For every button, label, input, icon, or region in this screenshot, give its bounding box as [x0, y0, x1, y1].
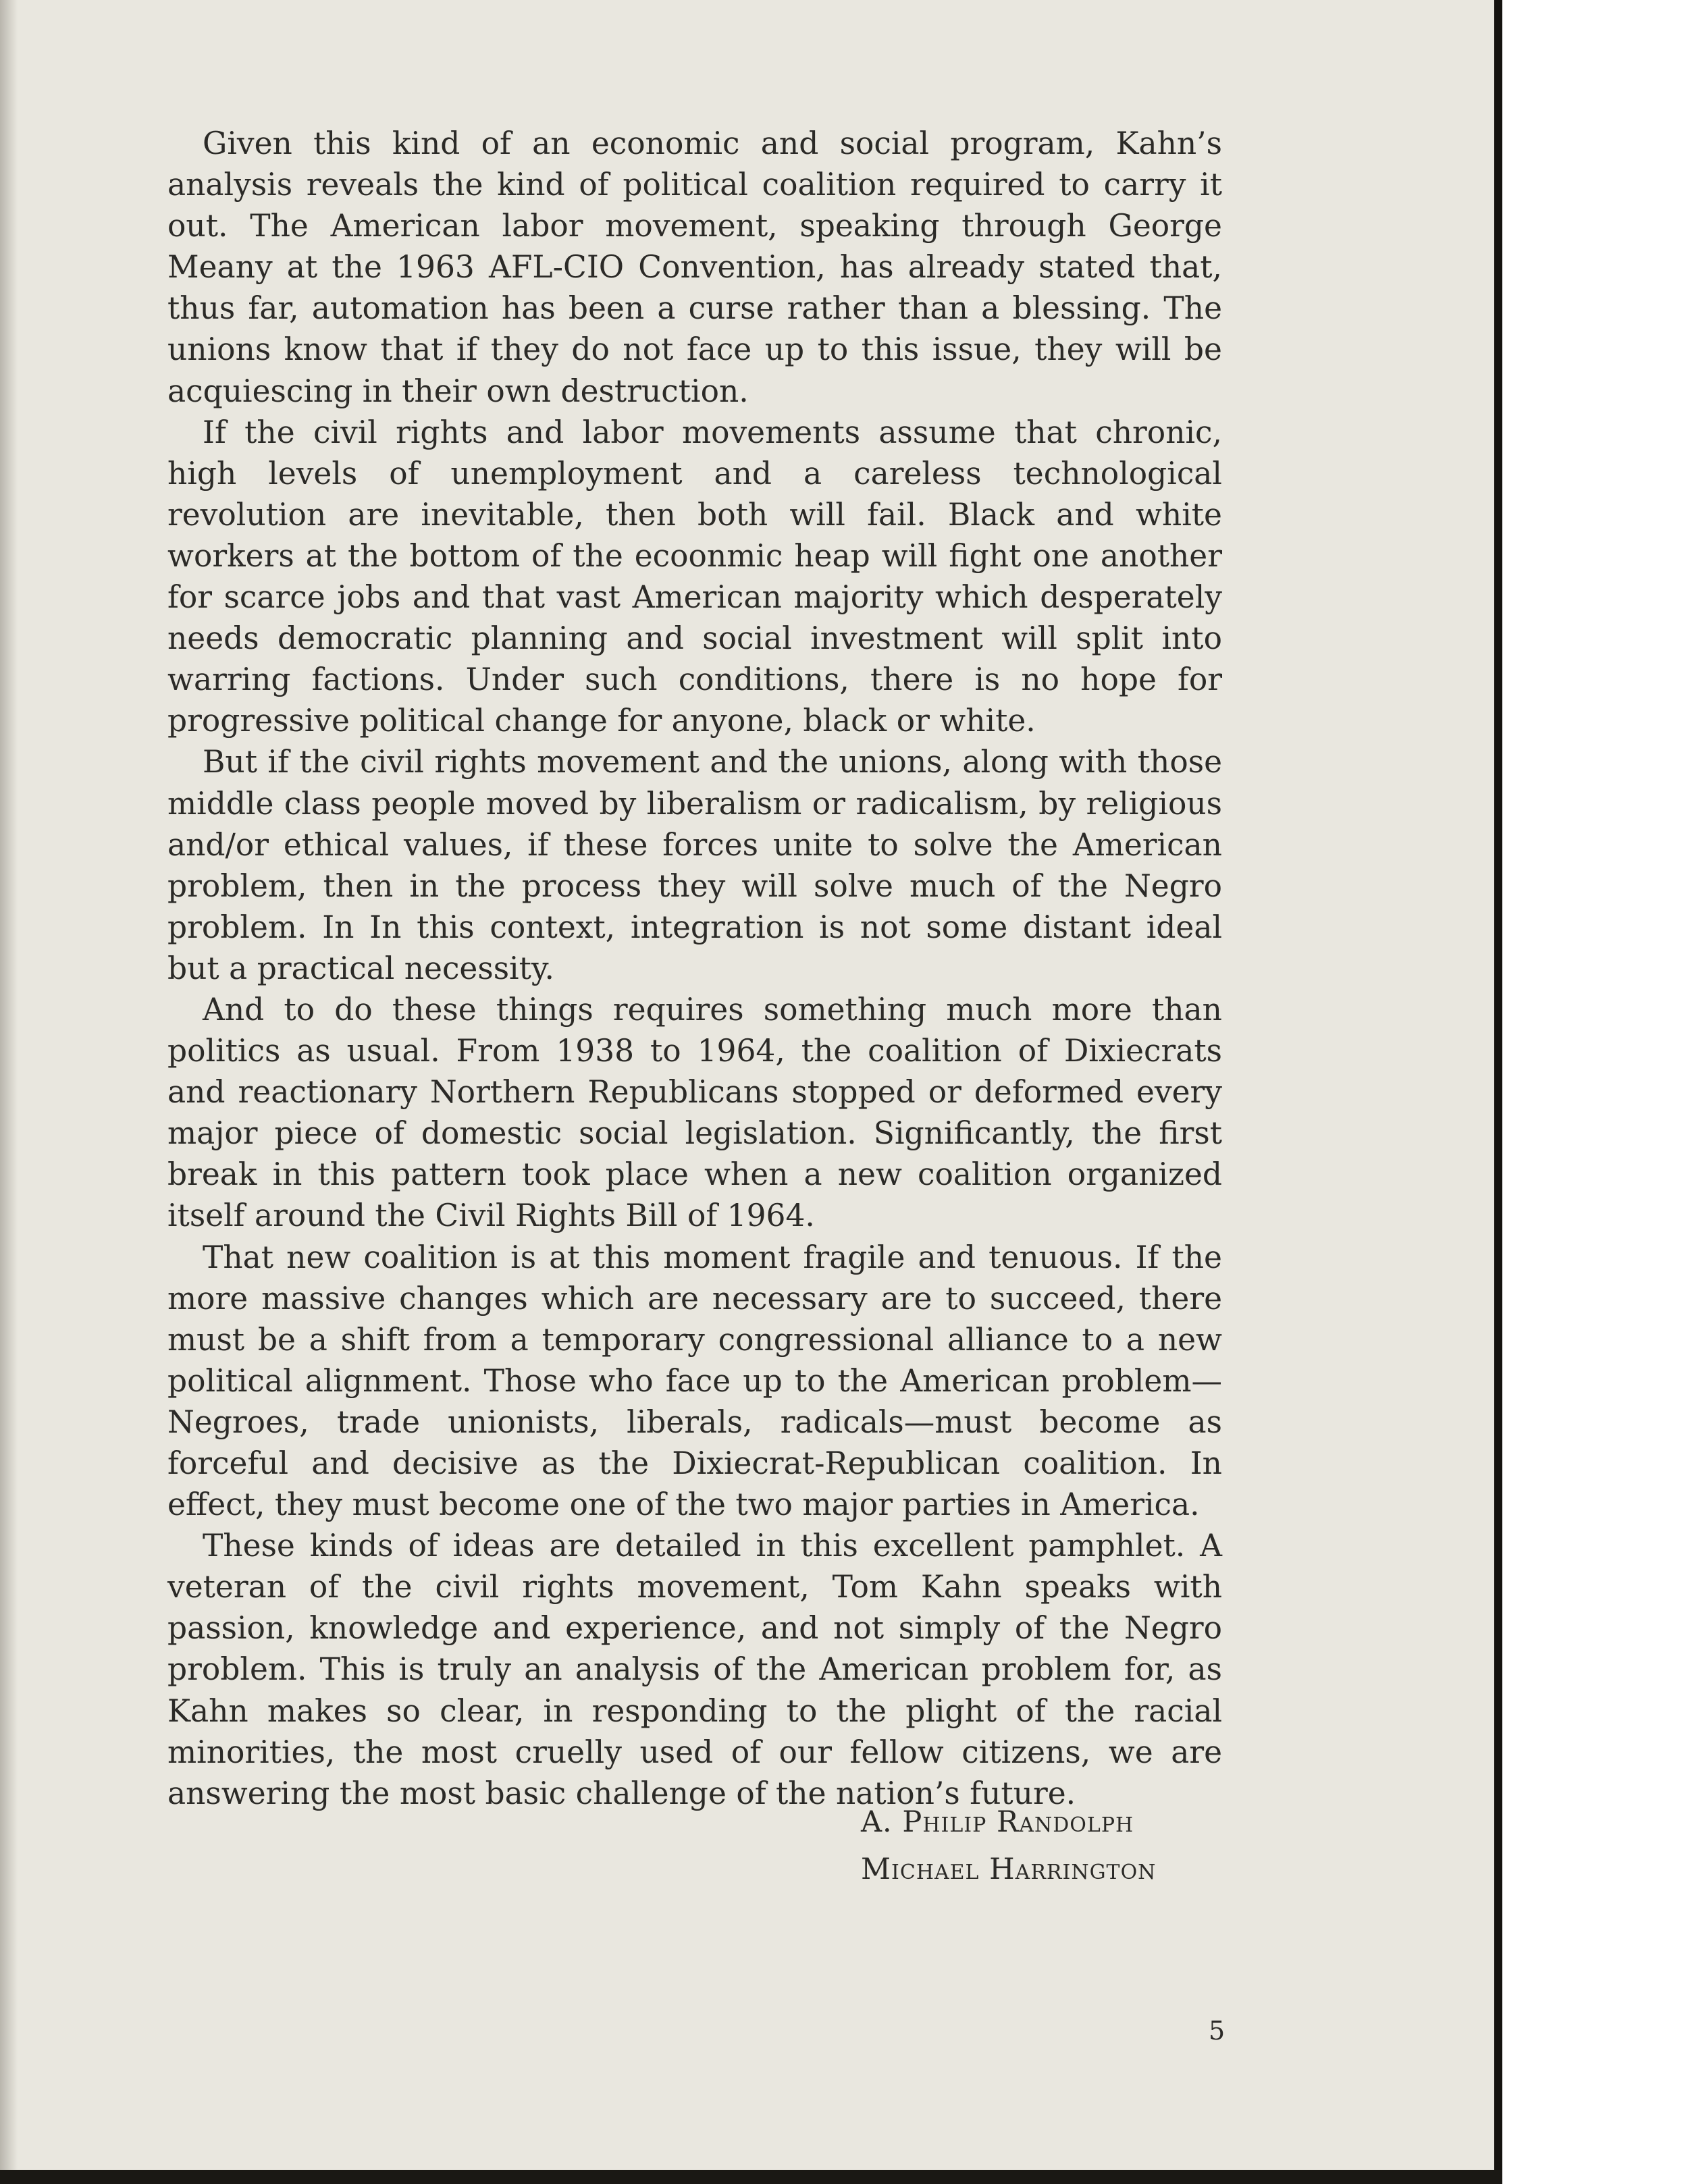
spine-shadow: [0, 0, 18, 2184]
body-text: [167, 123, 1222, 1814]
page-bottom-edge: [0, 2170, 1502, 2184]
paragraph-5: That new coalition is at this moment fragile and tenuous. If the more massive changes which are necessary are to succeed, there must be a shift from a temporary congressional alliance to a new political alignment. Those who face up to the American problem—Negroes, trade unionists, liberals, radicals—must become as forceful and decisive as the Dixiecrat-Republican coalition. In effect, they must become one of the two major parties in America.: [167, 1239, 1222, 1523]
signature-randolph: A. Philip Randolph: [861, 1805, 1134, 1839]
paragraph-4: And to do these things requires something much more than politics as usual. From 1938 to 1964, the coalition of Dixiecrats and reactionary Northern Republicans stopped or deformed every major piece of domestic social legislation. Significantly, the first break in this pattern took place when a new coalition organized itself around the Civil Rights Bill of 1964.: [167, 991, 1222, 1234]
signature-harrington: Michael Harrington: [861, 1853, 1157, 1886]
paragraph-3: But if the civil rights movement and the unions, along with those middle class people moved by liberalism or radicalism, by religious and/or ethical values, if these forces unite to solve the American problem, then in the process they will solve much of the Negro problem. In In this context, integration is not some distant ideal but a practical necessity.: [167, 744, 1222, 986]
page-number: 5: [1209, 2016, 1225, 2046]
paragraph-6: These kinds of ideas are detailed in this excellent pamphlet. A veteran of the civil rights movement, Tom Kahn speaks with passion, knowledge and experience, and not simply of the Negro problem. This is truly an analysis of the American problem for, as Kahn makes so clear, in responding to the plight of the racial minorities, the most cruelly used of our fellow citizens, we are answering the most basic challenge of the nation’s future.: [167, 1528, 1222, 1811]
signature-block: [861, 1801, 1156, 1890]
paragraph-2: If the civil rights and labor movements assume that chronic, high levels of unemployment and a careless technological revolution are inevitable, then both will fail. Black and white workers at the bottom of the ecoonmic heap will fight one another for scarce jobs and that vast American majority which desperately needs democratic planning and social investment will split into warring factions. Under such conditions, there is no hope for progressive political change for anyone, black or white.: [167, 414, 1222, 739]
page-right-edge: [1494, 0, 1502, 2184]
paragraph-1: Given this kind of an economic and social program, Kahn’s analysis reveals the kind of political coalition required to carry it out. The American labor movement, speaking through George Meany at the 1963 AFL-CIO Convention, has already stated that, thus far, automation has been a curse rather than a blessing. The unions know that if they do not face up to this issue, they will be acquiescing in their own destruction.: [167, 126, 1222, 409]
